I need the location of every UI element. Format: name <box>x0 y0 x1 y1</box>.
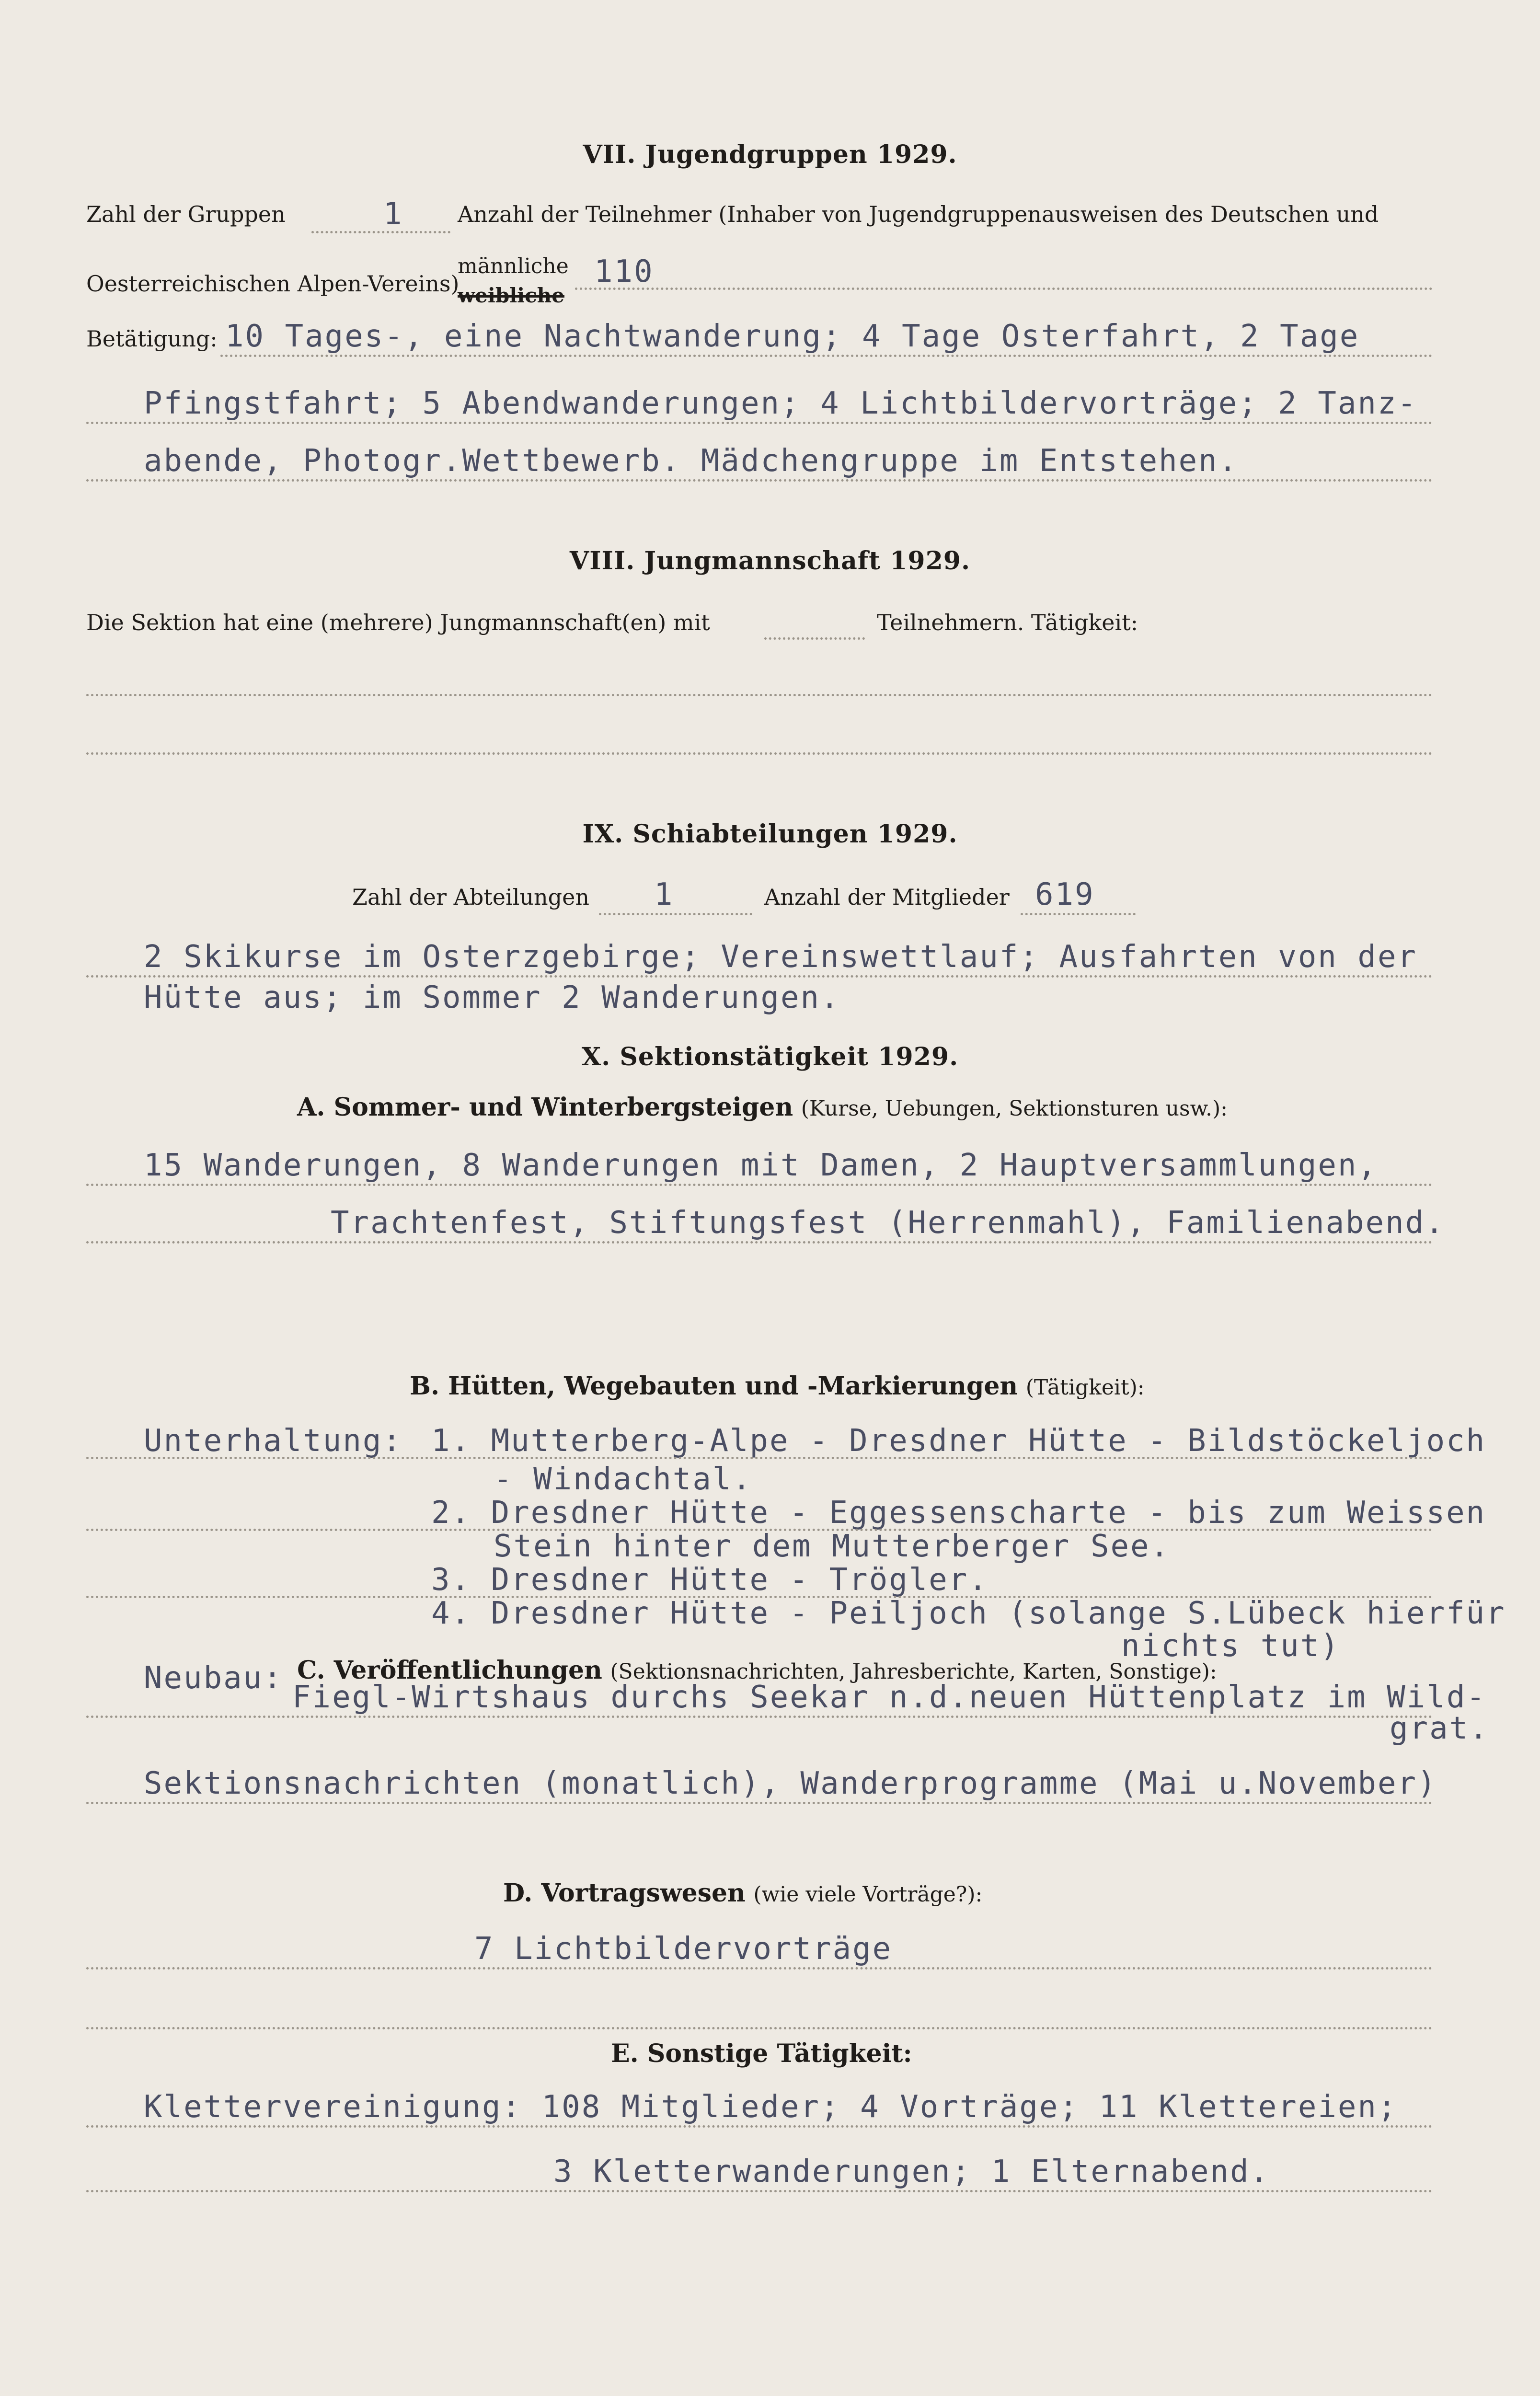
dotted-line <box>764 637 865 640</box>
dotted-line <box>220 355 1433 357</box>
sub-heading-a <box>297 1093 1228 1122</box>
dotted-line <box>86 1184 1433 1186</box>
departments-label: Zahl der Abteilungen <box>352 884 589 910</box>
sub-heading-d-title: D. Vortragswesen <box>503 1878 746 1908</box>
sub-heading-b <box>410 1371 1145 1401</box>
route-4-line-2: nichts tut) <box>1121 1628 1340 1664</box>
route-1-line-1: 1. Mutterberg-Alpe - Dresdner Hütte - Bildstöckeljoch <box>431 1423 1486 1459</box>
sub-heading-a-title: A. Sommer- und Winterbergsteigen <box>297 1093 793 1122</box>
new-building-line-2: grat. <box>1390 1711 1489 1746</box>
member-count: 110 <box>594 254 654 289</box>
route-1-line-2: - Windachtal. <box>494 1462 752 1497</box>
dotted-line <box>86 752 1433 755</box>
sub-heading-e <box>611 2039 912 2068</box>
dotted-line <box>86 975 1433 978</box>
dotted-line <box>86 422 1433 424</box>
maintenance-label: Unterhaltung: <box>144 1423 402 1459</box>
sub-heading-c-note: (Sektionsnachrichten, Jahresberichte, Karten, Sonstige): <box>610 1659 1217 1684</box>
section-heading-youth-groups: VII. Jugendgruppen 1929. <box>583 140 957 169</box>
other-activity-line-1: Klettervereinigung: 108 Mitglieder; 4 Vorträge; 11 Klettereien; <box>144 2089 1398 2125</box>
ski-members-label: Anzahl der Mitglieder <box>764 884 1010 910</box>
ski-members-value: 619 <box>1035 877 1095 912</box>
route-2-line-1: 2. Dresdner Hütte - Eggessenscharte - bis zum Weissen <box>431 1495 1486 1531</box>
route-4-line-1: 4. Dresdner Hütte - Peiljoch (solange S.Lübeck hierfür <box>431 1596 1506 1631</box>
members-label: Anzahl der Teilnehmer (Inhaber von Jugendgruppenausweisen des Deutschen und <box>458 201 1379 227</box>
dotted-line <box>86 1457 1433 1459</box>
section-heading-section-activity: X. Sektionstätigkeit 1929. <box>581 1042 959 1071</box>
activity-line-2: Pfingstfahrt; 5 Abendwanderungen; 4 Lichtbildervorträge; 2 Tanz- <box>144 386 1417 421</box>
publications-line-1: Sektionsnachrichten (monatlich), Wanderprogramme (Mai u.November) <box>144 1766 1437 1801</box>
section-heading-jungmannschaft: VIII. Jungmannschaft 1929. <box>569 546 971 576</box>
sub-heading-d-note: (wie viele Vorträge?): <box>753 1882 983 1907</box>
dotted-line <box>575 288 1433 290</box>
female-label-struck: weibliche <box>458 284 564 307</box>
route-2-line-2: Stein hinter dem Mutterberger See. <box>494 1529 1171 1564</box>
dotted-line <box>86 1716 1433 1718</box>
jungmannschaft-text-2: Teilnehmern. Tätigkeit: <box>877 610 1138 635</box>
ski-text-line-2: Hütte aus; im Sommer 2 Wanderungen. <box>144 980 840 1015</box>
activity-a-line-1: 15 Wanderungen, 8 Wanderungen mit Damen, 2 Hauptversammlungen, <box>144 1148 1378 1183</box>
dotted-line <box>1021 913 1136 915</box>
dotted-line <box>311 231 450 233</box>
new-building-label: Neubau: <box>144 1660 283 1696</box>
groups-label: Zahl der Gruppen <box>86 201 286 227</box>
dotted-line <box>86 2027 1433 2029</box>
sub-heading-b-title: B. Hütten, Wegebauten und -Markierungen <box>410 1371 1018 1401</box>
members-label-continued: Oesterreichischen Alpen-Vereins) <box>86 271 460 297</box>
activity-line-3: abende, Photogr.Wettbewerb. Mädchengruppe im Entstehen. <box>144 443 1239 479</box>
male-label: männliche <box>458 254 569 278</box>
sub-heading-c-title: C. Veröffentlichungen <box>297 1656 602 1685</box>
jungmannschaft-text: Die Sektion hat eine (mehrere) Jungmannschaft(en) mit <box>86 610 710 635</box>
sub-heading-a-note: (Kurse, Uebungen, Sektionsturen usw.): <box>801 1096 1228 1121</box>
new-building-line-1: Fiegl-Wirtshaus durchs Seekar n.d.neuen Hüttenplatz im Wild- <box>292 1680 1486 1715</box>
other-activity-line-2: 3 Kletterwanderungen; 1 Elternabend. <box>553 2154 1270 2189</box>
dotted-line <box>86 479 1433 482</box>
activity-line-1: 10 Tages-, eine Nachtwanderung; 4 Tage Osterfahrt, 2 Tage <box>225 319 1360 354</box>
sub-heading-d <box>503 1878 982 1908</box>
lectures-line-1: 7 Lichtbildervorträge <box>474 1931 893 1967</box>
dotted-line <box>86 2125 1433 2128</box>
dotted-line <box>599 913 752 915</box>
dotted-line <box>86 2190 1433 2192</box>
ski-text-line-1: 2 Skikurse im Osterzgebirge; Vereinswettlauf; Ausfahrten von der <box>144 939 1417 975</box>
route-3: 3. Dresdner Hütte - Trögler. <box>431 1562 988 1598</box>
dotted-line <box>86 1241 1433 1244</box>
activity-a-line-2: Trachtenfest, Stiftungsfest (Herrenmahl), Familienabend. <box>331 1205 1445 1241</box>
sub-heading-e-title: E. Sonstige Tätigkeit: <box>611 2039 912 2068</box>
dotted-line <box>86 1967 1433 1970</box>
departments-value: 1 <box>654 877 674 912</box>
section-heading-ski-departments: IX. Schiabteilungen 1929. <box>582 819 958 849</box>
activity-label: Betätigung: <box>86 326 218 352</box>
groups-value: 1 <box>383 196 403 232</box>
dotted-line <box>86 1802 1433 1804</box>
sub-heading-b-note: (Tätigkeit): <box>1025 1375 1145 1400</box>
dotted-line <box>86 694 1433 696</box>
